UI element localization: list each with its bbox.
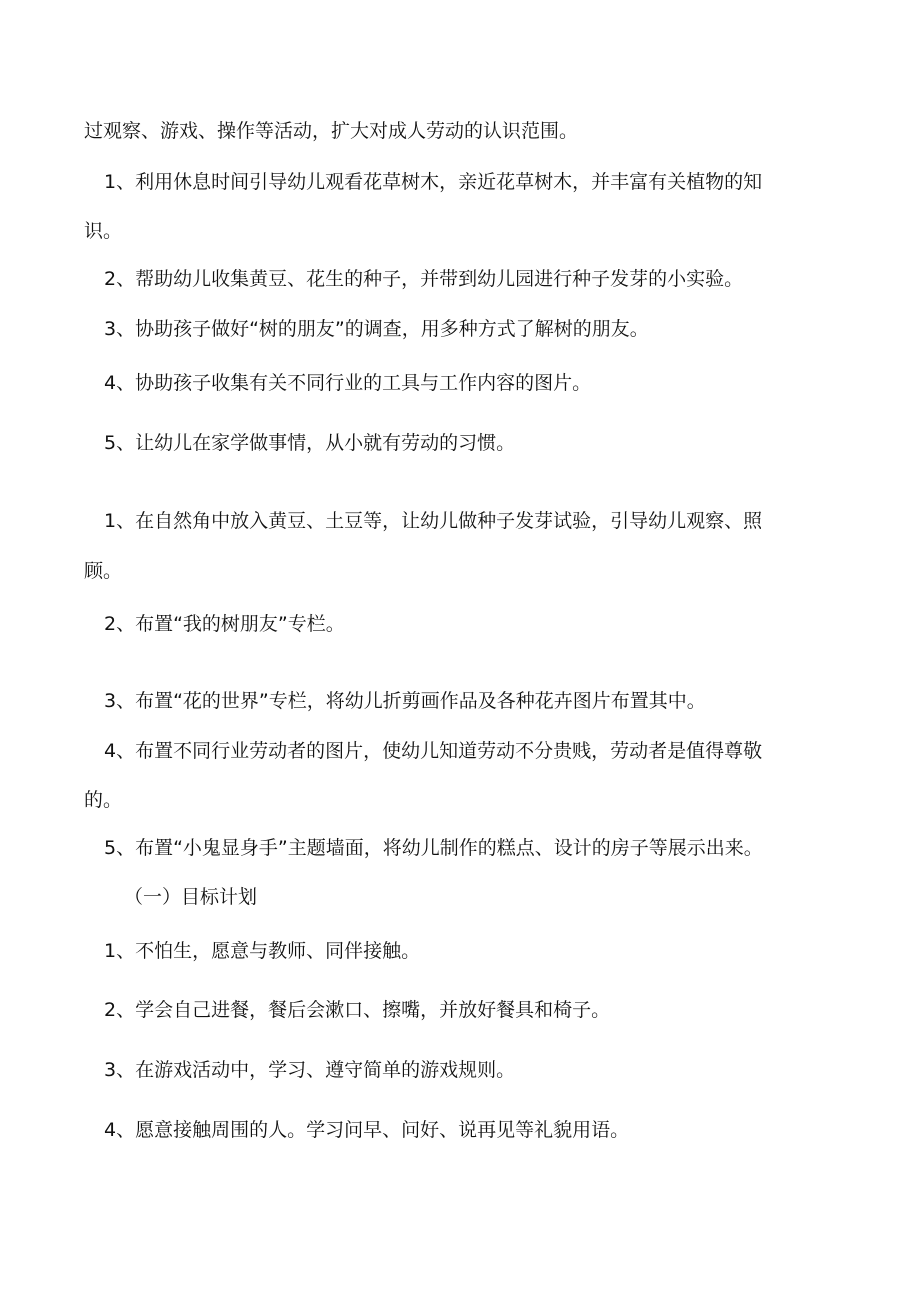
list-item: 1、利用休息时间引导幼儿观看花草树木，亲近花草树木，并丰富有关植物的知 [104,171,763,193]
list-item: 5、让幼儿在家学做事情，从小就有劳动的习惯。 [104,432,516,454]
list-item: 2、帮助幼儿收集黄豆、花生的种子，并带到幼儿园进行种子发芽的小实验。 [104,268,744,290]
list-item: 5、布置“小鬼显身手”主题墙面，将幼儿制作的糕点、设计的房子等展示出来。 [104,837,763,859]
paragraph-line: 顾。 [84,560,123,582]
list-item: 4、愿意接触周围的人。学习问早、问好、说再见等礼貌用语。 [104,1119,630,1141]
list-item: 4、布置不同行业劳动者的图片，使幼儿知道劳动不分贵贱，劳动者是值得尊敬 [104,740,763,762]
paragraph-line: 过观察、游戏、操作等活动，扩大对成人劳动的认识范围。 [84,120,579,142]
list-item: 3、在游戏活动中，学习、遵守简单的游戏规则。 [104,1059,516,1081]
paragraph-line: 识。 [84,220,123,242]
list-item: 4、协助孩子收集有关不同行业的工具与工作内容的图片。 [104,372,592,394]
list-item: 3、协助孩子做好“树的朋友”的调查，用多种方式了解树的朋友。 [104,318,649,340]
paragraph-line: 的。 [84,789,123,811]
section-heading: （一）目标计划 [124,886,258,908]
list-item: 2、布置“我的树朋友”专栏。 [104,613,345,635]
list-item: 1、在自然角中放入黄豆、土豆等，让幼儿做种子发芽试验，引导幼儿观察、照 [104,510,763,532]
list-item: 1、不怕生，愿意与教师、同伴接触。 [104,940,421,962]
list-item: 3、布置“花的世界”专栏，将幼儿折剪画作品及各种花卉图片布置其中。 [104,690,706,712]
list-item: 2、学会自己进餐，餐后会漱口、擦嘴，并放好餐具和椅子。 [104,999,611,1021]
